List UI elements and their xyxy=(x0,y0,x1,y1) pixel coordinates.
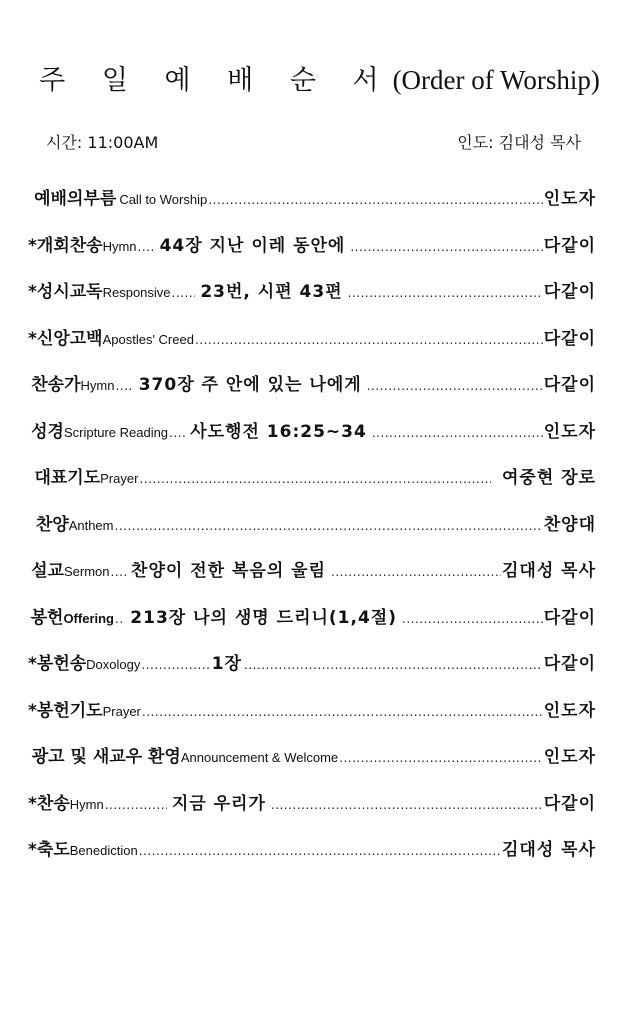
list-item xyxy=(28,463,596,510)
list-item xyxy=(28,789,596,836)
item-detail: 찬양이 전한 복음의 울림 xyxy=(131,561,327,581)
item-english: Responsive xyxy=(102,285,171,300)
item-leader: 다같이 xyxy=(543,793,596,814)
item-english: Anthem xyxy=(68,517,114,533)
standing-mark: * xyxy=(28,700,37,721)
item-english: Hymn xyxy=(69,796,104,812)
list-item xyxy=(28,231,596,278)
item-english: Hymn xyxy=(102,238,137,254)
leader-dots xyxy=(169,426,185,440)
item-english: Prayer xyxy=(100,471,139,486)
item-leader: 김대성 목사 xyxy=(501,840,596,860)
leader-dots xyxy=(350,240,542,254)
leader-dots xyxy=(138,240,155,254)
item-leader: 다같이 xyxy=(543,607,596,628)
item-korean: 봉헌 xyxy=(30,607,64,628)
item-korean: 찬양 xyxy=(35,514,69,535)
item-leader: 다같이 xyxy=(543,654,596,674)
item-korean: 개회찬송 xyxy=(36,235,103,256)
standing-mark: * xyxy=(28,235,37,256)
standing-mark: * xyxy=(28,654,37,674)
leader-dots xyxy=(115,612,125,626)
item-english: Prayer xyxy=(102,703,141,719)
list-item xyxy=(28,277,596,324)
item-leader: 다같이 xyxy=(543,328,596,349)
item-korean: 예배의부름 xyxy=(34,189,117,209)
item-english: Benediction xyxy=(69,843,138,858)
list-item xyxy=(28,324,596,371)
leader-dots xyxy=(142,705,543,719)
leader-dots xyxy=(244,658,543,672)
list-item xyxy=(28,417,596,464)
item-korean: 봉헌기도 xyxy=(36,700,103,721)
leader-dots xyxy=(141,658,209,672)
item-korean: 성경 xyxy=(31,421,64,442)
leader-dots xyxy=(331,565,501,579)
standing-mark: * xyxy=(28,328,37,349)
item-korean: 찬송가 xyxy=(31,375,81,395)
list-item xyxy=(28,696,596,743)
list-item xyxy=(28,556,596,603)
item-english: Call to Worship xyxy=(119,192,208,207)
title-english: (Order of Worship) xyxy=(392,65,600,95)
item-korean: 광고 및 새교우 환영 xyxy=(31,747,181,767)
item-korean: 설교 xyxy=(31,561,64,581)
item-detail: 1장 xyxy=(211,654,242,674)
item-english: Announcement & Welcome xyxy=(180,750,339,765)
item-english: Offering xyxy=(63,610,114,626)
service-leader: 인도: 김대성 목사 xyxy=(457,133,581,152)
list-item xyxy=(28,603,596,650)
leader-dots xyxy=(139,472,491,486)
item-korean: 신앙고백 xyxy=(36,328,103,349)
item-leader: 여중현 장로 xyxy=(501,468,596,488)
list-item xyxy=(28,835,596,882)
leader-dots xyxy=(372,426,543,440)
leader-dots xyxy=(105,798,167,812)
item-korean: 성시교독 xyxy=(36,282,103,302)
item-leader: 다같이 xyxy=(543,282,596,302)
leader-dots xyxy=(139,844,501,858)
leader-dots xyxy=(208,193,543,207)
leader-dots xyxy=(111,565,127,579)
item-korean: 축도 xyxy=(36,840,70,860)
list-item xyxy=(28,742,596,789)
standing-mark: * xyxy=(28,282,37,302)
leader-dots xyxy=(339,751,543,765)
item-korean: 봉헌송 xyxy=(36,654,87,674)
leader-dots xyxy=(172,286,196,300)
item-english: Scripture Reading xyxy=(63,424,169,440)
item-leader: 찬양대 xyxy=(543,514,596,535)
item-detail: 213장 나의 생명 드리니(1,4절) xyxy=(130,607,397,628)
list-item xyxy=(28,510,596,557)
item-english: Apostles' Creed xyxy=(102,331,194,347)
leader-dots xyxy=(348,286,543,300)
item-leader: 김대성 목사 xyxy=(501,561,596,581)
item-leader: 인도자 xyxy=(543,421,596,442)
standing-mark: * xyxy=(28,793,37,814)
list-item xyxy=(28,370,596,417)
leader-dots xyxy=(402,612,543,626)
item-detail: 370장 주 안에 있는 나에게 xyxy=(138,375,362,395)
leader-dots xyxy=(195,333,543,347)
list-item xyxy=(28,649,596,696)
item-detail: 44장 지난 이레 동안에 xyxy=(159,235,346,256)
item-english: Sermon xyxy=(63,564,110,579)
item-detail: 사도행전 16:25~34 xyxy=(190,421,367,442)
item-leader: 인도자 xyxy=(543,189,596,209)
leader-dots xyxy=(367,379,543,393)
item-leader: 인도자 xyxy=(543,700,596,721)
leader-dots xyxy=(271,798,543,812)
item-detail: 지금 우리가 xyxy=(171,793,266,814)
page-title xyxy=(0,58,639,97)
item-detail: 23번, 시편 43편 xyxy=(200,282,343,302)
order-of-service-list xyxy=(28,184,596,882)
leader-dots xyxy=(115,379,133,393)
item-leader: 다같이 xyxy=(543,235,596,256)
service-time: 시간: 11:00AM xyxy=(46,133,159,152)
item-korean: 대표기도 xyxy=(34,468,101,488)
standing-mark: * xyxy=(28,840,37,860)
leader-dots xyxy=(115,519,543,533)
item-leader: 인도자 xyxy=(543,747,596,767)
item-leader: 다같이 xyxy=(543,375,596,395)
list-item xyxy=(28,184,596,231)
item-english: Doxology xyxy=(86,657,141,672)
item-english: Hymn xyxy=(80,378,115,393)
title-korean: 주 일 예 배 순 서 xyxy=(39,65,393,96)
item-korean: 찬송 xyxy=(36,793,70,814)
